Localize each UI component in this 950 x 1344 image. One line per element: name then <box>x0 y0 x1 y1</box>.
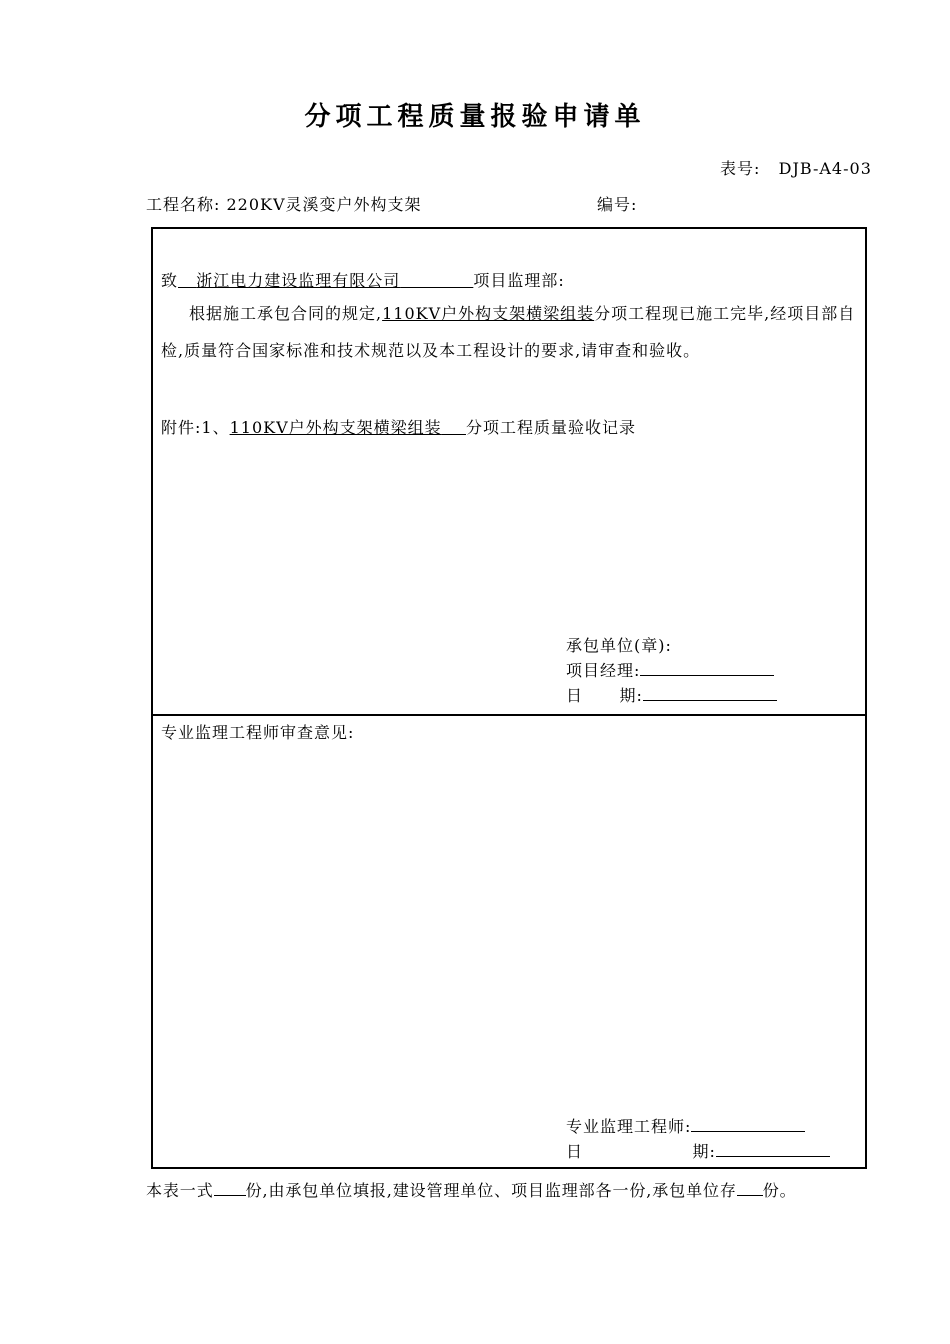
footer-note <box>146 1178 797 1201</box>
addressee-suffix: 项目监理部: <box>473 271 565 290</box>
addressee-prefix: 致 <box>161 271 179 290</box>
project-manager-row <box>566 658 774 681</box>
engineer-label: 专业监理工程师: <box>566 1117 692 1136</box>
copies-contractor-field[interactable] <box>737 1178 763 1196</box>
attachment-work-item: 110KV户外构支架横梁组装 <box>229 418 442 437</box>
project-name <box>146 192 422 215</box>
engineer-date-row <box>566 1139 830 1162</box>
review-opinion-label: 专业监理工程师审查意见: <box>161 723 355 742</box>
request-body <box>161 295 861 369</box>
attachment-line <box>161 415 636 438</box>
footer-part-1: 本表一式 <box>146 1181 214 1200</box>
engineer-date-field[interactable] <box>716 1139 830 1157</box>
project-manager-signature-field[interactable] <box>640 658 774 676</box>
body-work-item: 110KV户外构支架横梁组装 <box>382 304 595 323</box>
form-number-label: 表号: <box>720 159 761 178</box>
footer-part-3: 份。 <box>762 1181 797 1200</box>
contractor-seal-label: 承包单位(章): <box>566 636 672 655</box>
footer-part-2: 份,由承包单位填报,建设管理单位、项目监理部各一份,承包单位存 <box>245 1181 737 1200</box>
contractor-date-field[interactable] <box>643 683 777 701</box>
contractor-date-label: 日 期: <box>566 686 643 705</box>
body-part-1: 根据施工承包合同的规定, <box>189 304 383 323</box>
page-title: 分项工程质量报验申请单 <box>304 102 646 132</box>
engineer-signature-field[interactable] <box>691 1114 805 1132</box>
form-number <box>720 156 872 179</box>
engineer-row <box>566 1114 805 1137</box>
project-name-label: 工程名称: <box>146 195 221 214</box>
engineer-date-label: 日 期: <box>566 1142 716 1161</box>
project-manager-label: 项目经理: <box>566 661 641 680</box>
addressee-line <box>161 268 565 291</box>
contractor-date-row <box>566 683 777 706</box>
serial-number-label: 编号: <box>597 195 638 214</box>
project-name-value: 220KV灵溪变户外构支架 <box>226 195 422 214</box>
copies-total-field[interactable] <box>214 1178 246 1196</box>
body-part-2: 分项工程现已施工完毕,经项目部自检,质量符合国家标准和技术规范以及本工程设计的要求,请审查和验收。 <box>161 304 856 360</box>
attachment-label: 附件:1、 <box>161 418 230 437</box>
addressee-company: 浙江电力建设监理有限公司 <box>196 271 401 290</box>
form-number-value: DJB-A4-03 <box>778 159 872 178</box>
attachment-suffix: 分项工程质量验收记录 <box>465 418 636 437</box>
section-divider <box>151 714 867 716</box>
